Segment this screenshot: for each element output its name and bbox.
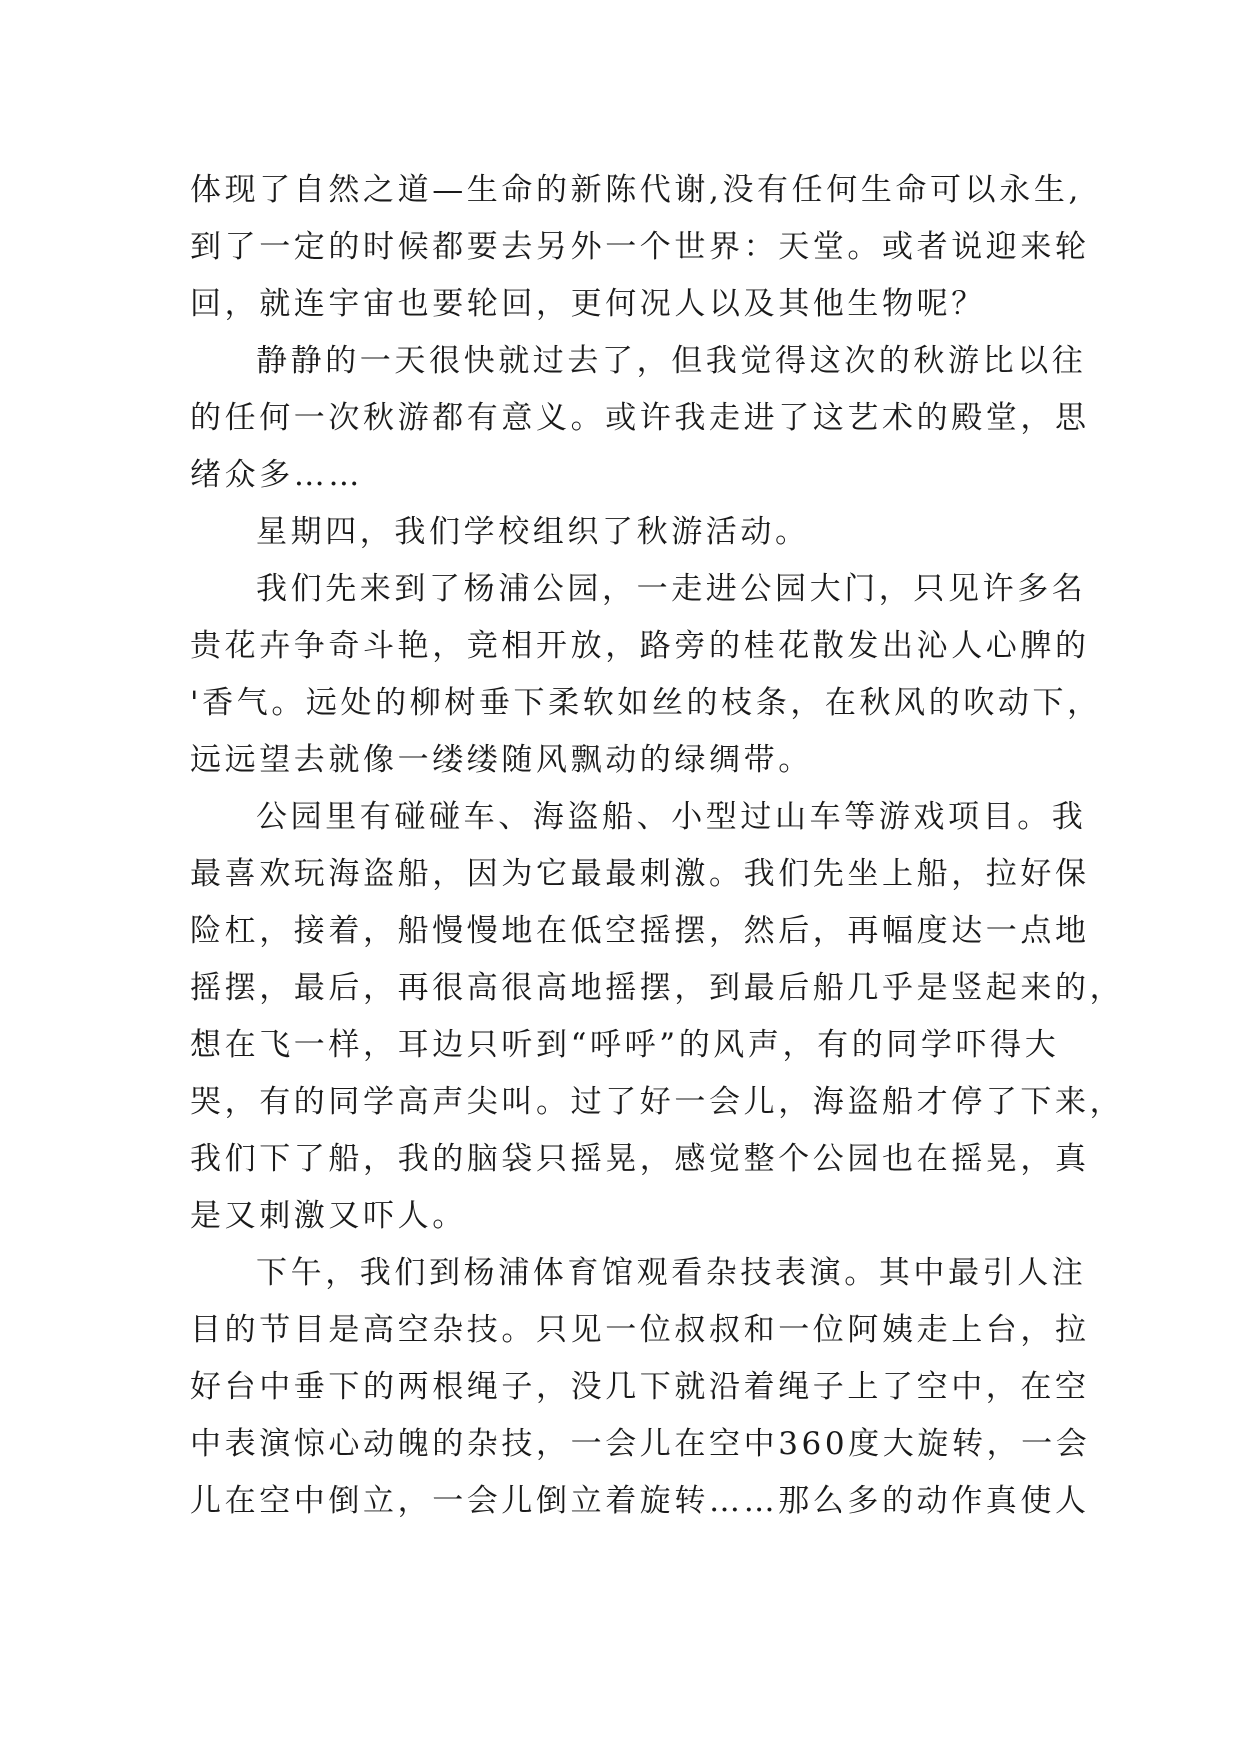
text-line: 儿在空中倒立，一会儿倒立着旋转……那么多的动作真使人 [190,1483,1090,1519]
text-line: 绪众多…… [190,457,363,493]
paragraph-first-line: 下午，我们到杨浦体育馆观看杂技表演。其中最引人注 [256,1255,1087,1291]
paragraph-first-line: 我们先来到了杨浦公园，一走进公园大门，只见许多名 [256,571,1087,607]
text-line: 好台中垂下的两根绳子，没几下就沿着绳子上了空中，在空 [190,1369,1090,1405]
text-line: 中表演惊心动魄的杂技，一会儿在空中360度大旋转，一会 [190,1426,1091,1462]
text-line: 摇摆，最后，再很高很高地摇摆，到最后船几乎是竖起来的， [190,970,1125,1006]
text-line: 想在飞一样，耳边只听到“呼呼”的风声，有的同学吓得大 [190,1027,1060,1063]
paragraph-first-line: 静静的一天很快就过去了，但我觉得这次的秋游比以往 [256,343,1087,379]
text-line: 体现了自然之道—生命的新陈代谢,没有任何生命可以永生, [190,172,1082,208]
paragraph-first-line: 星期四，我们学校组织了秋游活动。 [256,514,810,550]
text-line: 最喜欢玩海盗船，因为它最最刺激。我们先坐上船，拉好保 [190,856,1090,892]
document-body [190,162,1125,1530]
text-line: 贵花卉争奇斗艳，竞相开放，路旁的桂花散发出沁人心脾的 [190,628,1090,664]
text-line: 目的节目是高空杂技。只见一位叔叔和一位阿姨走上台，拉 [190,1312,1090,1348]
paragraph-first-line: 公园里有碰碰车、海盗船、小型过山车等游戏项目。我 [256,799,1087,835]
text-line: 哭，有的同学高声尖叫。过了好一会儿，海盗船才停了下来， [190,1084,1125,1120]
text-line: 我们下了船，我的脑袋只摇晃，感觉整个公园也在摇晃，真 [190,1141,1090,1177]
text-line: 回，就连宇宙也要轮回，更何况人以及其他生物呢？ [190,286,986,322]
text-line: 是又刺激又吓人。 [190,1198,467,1234]
text-line: 远远望去就像一缕缕随风飘动的绿绸带。 [190,742,813,778]
text-line: '香气。远处的柳树垂下柔软如丝的枝条，在秋风的吹动下， [190,685,1102,721]
text-line: 的任何一次秋游都有意义。或许我走进了这艺术的殿堂，思 [190,400,1090,436]
text-line: 险杠，接着，船慢慢地在低空摇摆，然后，再幅度达一点地 [190,913,1090,949]
text-line: 到了一定的时候都要去另外一个世界：天堂。或者说迎来轮 [190,229,1090,265]
